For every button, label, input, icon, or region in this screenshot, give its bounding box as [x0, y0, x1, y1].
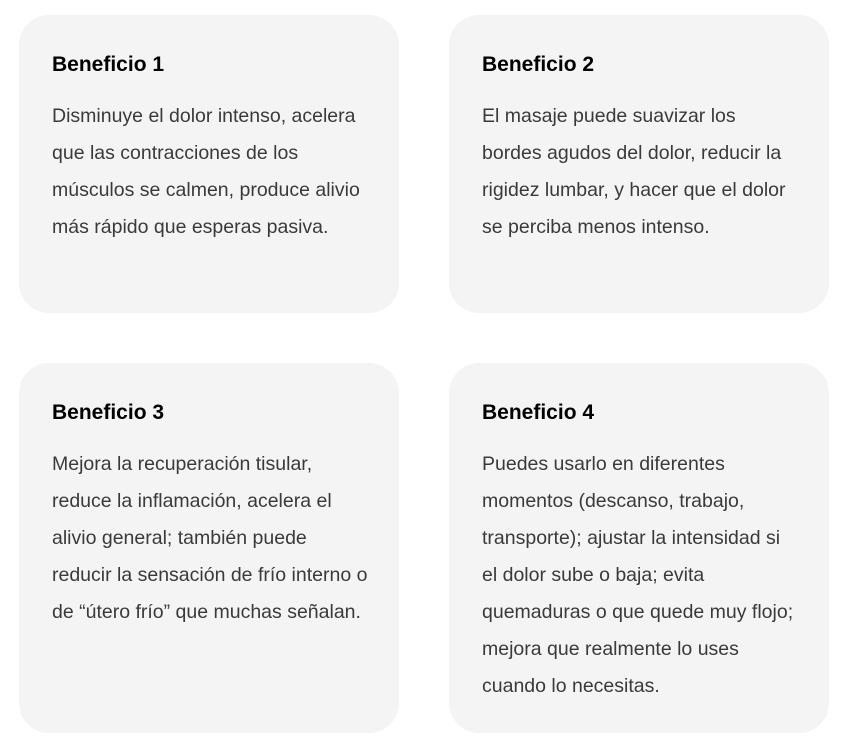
- benefit-card-3: [19, 363, 399, 733]
- benefit-title: Beneficio 3: [52, 401, 165, 424]
- benefit-description: El masaje puede suavizar los bordes agudos del dolor, reducir la rigidez lumbar, y hacer que el dolor se perciba menos intenso.: [482, 105, 786, 238]
- benefit-description: Mejora la recuperación tisular, reduce la inflamación, acelera el alivio general; también puede reducir la sensación de frío interno o de “útero frío” que muchas señalan.: [52, 453, 368, 623]
- benefit-title: Beneficio 1: [52, 53, 165, 76]
- benefit-card-2: [449, 15, 829, 313]
- benefit-title: Beneficio 4: [482, 401, 595, 424]
- benefit-card-1: [19, 15, 399, 313]
- benefit-description: Puedes usarlo en diferentes momentos (descanso, trabajo, transporte); ajustar la intensidad si el dolor sube o baja; evita quemaduras o que quede muy flojo; mejora que realmente lo uses cuando lo necesitas.: [482, 453, 794, 697]
- benefit-title: Beneficio 2: [482, 53, 595, 76]
- benefit-card-4: [449, 363, 829, 733]
- benefit-description: Disminuye el dolor intenso, acelera que las contracciones de los músculos se calmen, produce alivio más rápido que esperas pasiva.: [52, 105, 360, 238]
